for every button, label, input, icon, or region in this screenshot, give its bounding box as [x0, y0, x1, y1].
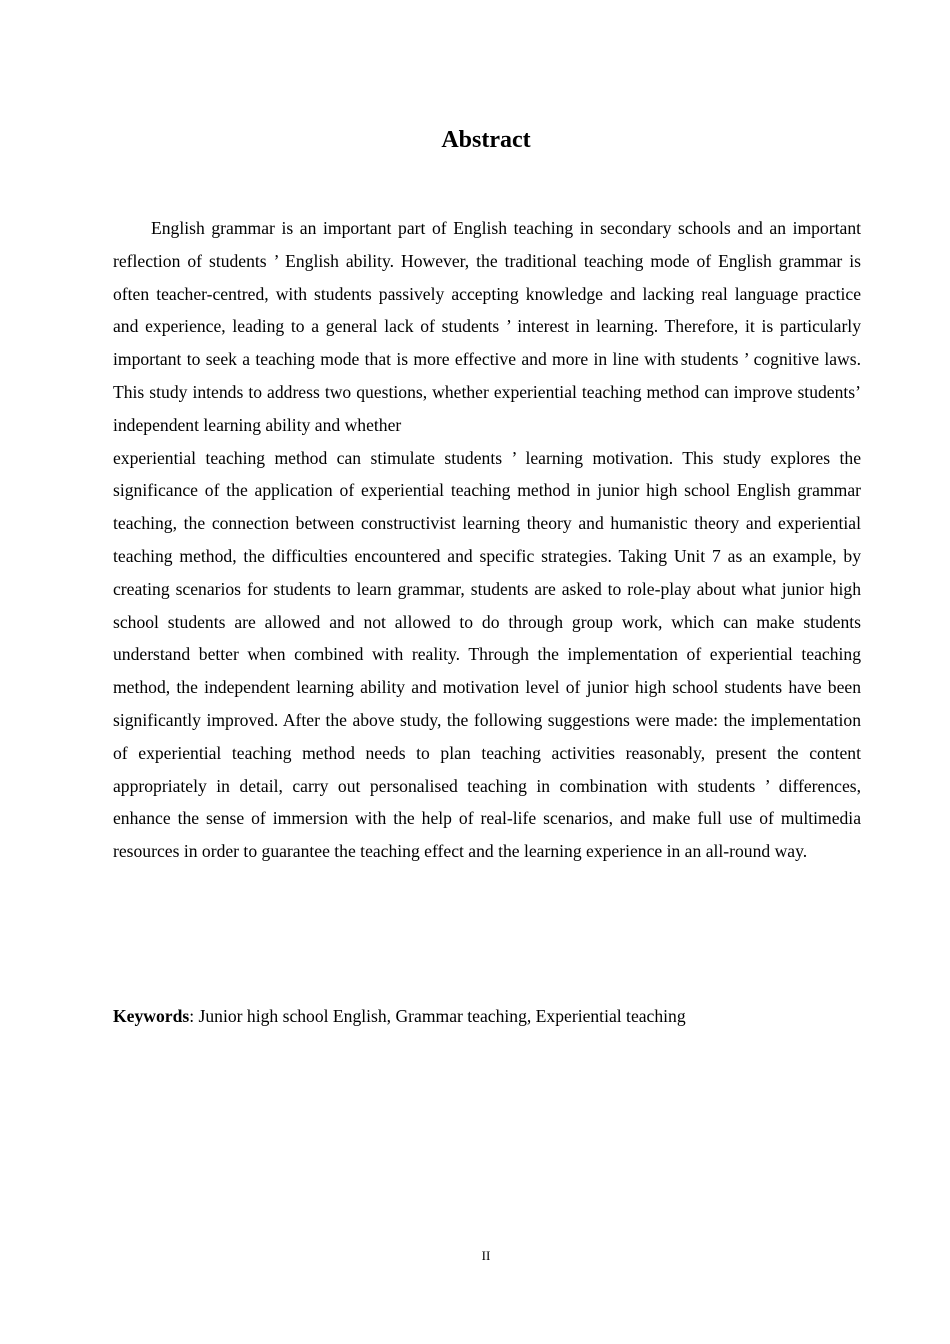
page-number: II [481, 1248, 491, 1263]
abstract-paragraph-2: experiential teaching method can stimulate students ’ learning motivation. This study explores the significance of the application of experiential teaching method in junior high school English grammar teaching, the connection between constructivist learning theory and humanistic theory and experiential teaching method, the difficulties encountered and specific strategies. Taking Unit 7 as an example, by creating scenarios for students to learn grammar, students are asked to role-play about what junior high school students are allowed and not allowed to do through group work, which can make students understand better when combined with reality. Through the implementation of experiential teaching method, the independent learning ability and motivation level of junior high school students have been significantly improved. After the above study, the following suggestions were made: the implementation of experiential teaching method needs to plan teaching activities reasonably, present the content appropriately in detail, carry out personalised teaching in combination with students ’ differences, enhance the sense of immersion with the help of real-life scenarios, and make full use of multimedia resources in order to guarantee the teaching effect and the learning experience in an all-round way. [113, 447, 861, 862]
keywords-text: Junior high school English, Grammar teaching, Experiential teaching [198, 1006, 686, 1026]
abstract-paragraph-1: English grammar is an important part of English teaching in secondary schools and an important reflection of students ’ English ability. However, the traditional teaching mode of English grammar is often teacher-centred, with students passively accepting knowledge and lacking real language practice and experience, leading to a general lack of students ’ interest in learning. Therefore, it is particularly important to seek a teaching mode that is more effective and more in line with students ’ cognitive laws. This study intends to address two questions, whether experiential teaching method can improve students’ independent learning ability and whether [113, 218, 861, 435]
keywords-line [113, 1000, 873, 1032]
abstract-body [113, 212, 861, 868]
page-title: Abstract [441, 127, 531, 153]
keywords-label: Keywords [113, 1006, 190, 1026]
keywords-separator: : [189, 1006, 199, 1026]
